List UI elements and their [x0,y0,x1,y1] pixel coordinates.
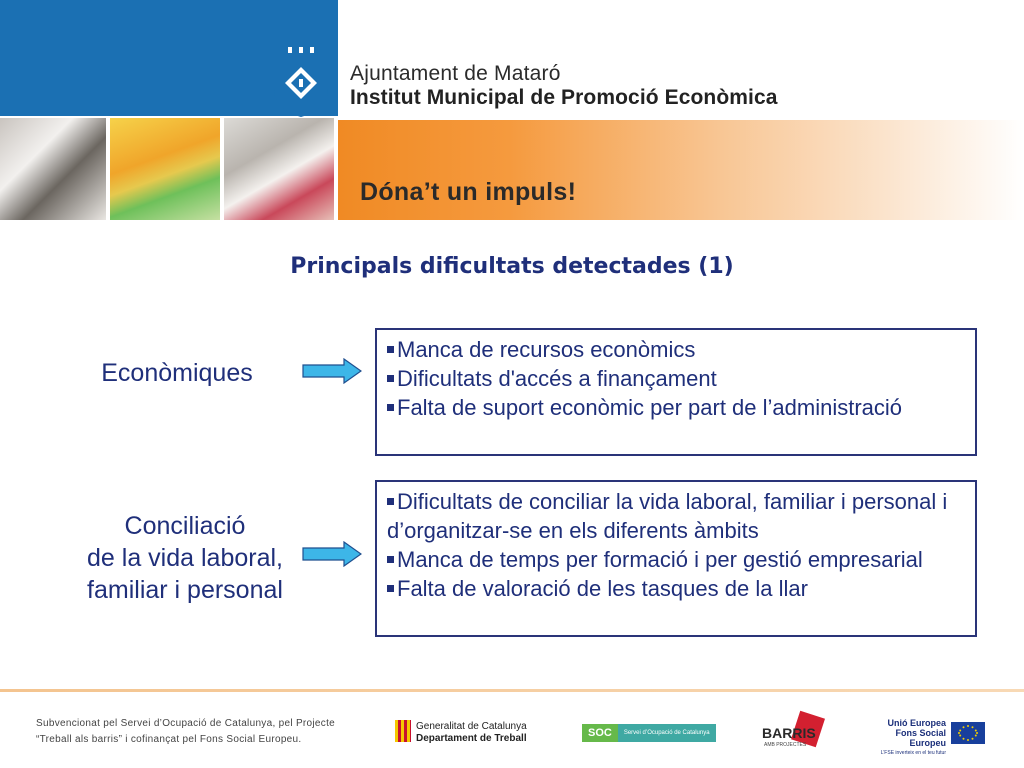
org-name-line1: Ajuntament de Mataró [350,62,561,85]
generalitat-label: Generalitat de Catalunya Departament de Treball [416,721,527,744]
category-economiques: Econòmiques [101,359,253,387]
soc-logo: SOC Servei d’Ocupació de Catalunya [582,724,716,742]
eu-fund-label: Unió Europea Fons Social Europeu L’FSE inverteix en el teu futur [880,718,946,756]
difficulties-box-conciliacio [375,480,977,637]
bullet-square-icon [387,404,394,411]
list-item: Dificultats de conciliar la vida laboral, familiar i personal i d’organitzar-se en els diferents àmbits [387,489,948,543]
photo-worker-tools [0,118,106,220]
arrow-right-icon [302,358,362,384]
bullet-square-icon [387,498,394,505]
list-item: Falta de suport econòmic per part de l’administració [387,393,965,422]
list-item: Dificultats d'accés a finançament [387,364,965,393]
header-photo-strip [0,118,338,220]
eu-flag-icon [951,722,985,744]
arrow-right-icon [302,541,362,567]
footer-divider [0,689,1024,692]
bullet-square-icon [387,375,394,382]
list-item: Manca de temps per formació i per gestió empresarial [387,545,965,574]
list-item: Falta de valoració de les tasques de la llar [387,574,965,603]
slogan: Dóna’t un impuls! [360,178,577,206]
category-conciliacio: Conciliació de la vida laboral, familiar i personal [87,512,283,604]
barris-logo: BARRIS AMB PROJECTES [762,720,828,746]
bullet-square-icon [387,556,394,563]
org-name-line2: Institut Municipal de Promoció Econòmica [350,86,778,109]
slide-title: Principals dificultats detectades (1) [290,254,734,279]
generalitat-logo-icon [395,720,411,742]
difficulties-box-economiques [375,328,977,456]
photo-cleaning-gloves [110,118,220,220]
list-item: Manca de recursos econòmics [387,335,965,364]
mataro-logo-icon [270,45,332,117]
bullet-square-icon [387,585,394,592]
funding-note: Subvencionat pel Servei d’Ocupació de Catalunya, pel Projecte “Treball als barris” i cofinançat pel Fons Social Europeu. [36,718,336,745]
bullet-square-icon [387,346,394,353]
photo-butcher-shop [224,118,334,220]
